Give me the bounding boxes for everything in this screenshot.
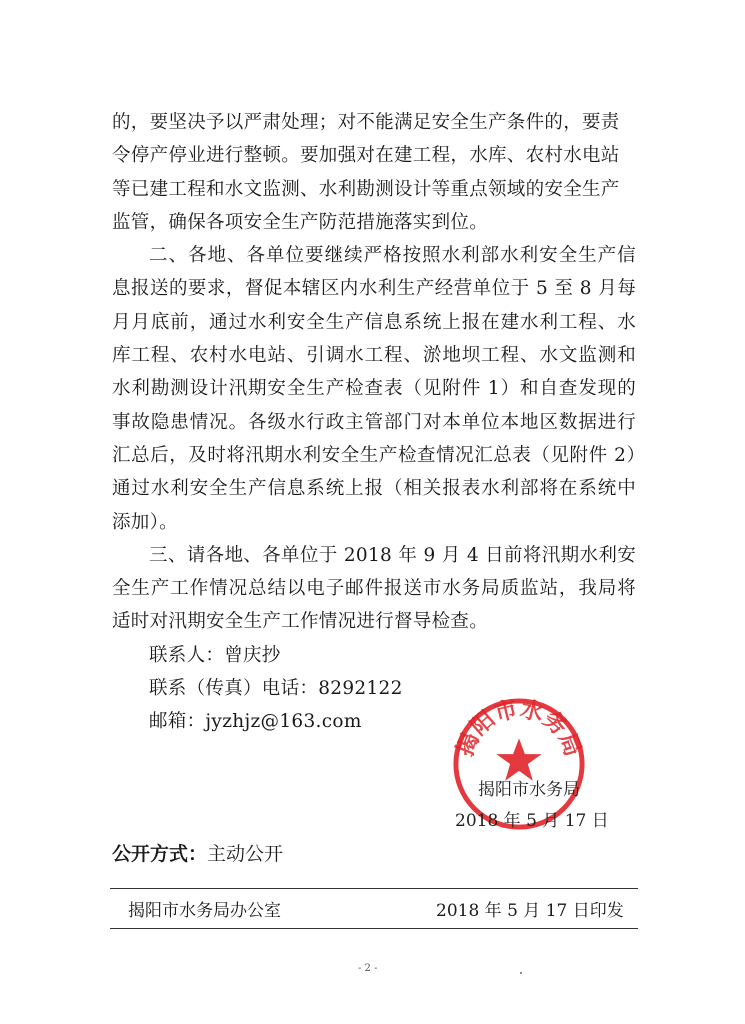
scan-speck xyxy=(520,972,522,974)
footer-issue-date: 2018 年 5 月 17 日印发 xyxy=(436,901,624,921)
footer-rule-bottom xyxy=(110,928,638,929)
disclosure-value: 主动公开 xyxy=(207,843,284,865)
body-line: 的，要坚决予以严肃处理；对不能满足安全生产条件的，要责 xyxy=(112,112,620,133)
contact-phone: 联系（传真）电话：8292122 xyxy=(149,678,403,700)
page-number: - 2 - xyxy=(358,963,378,974)
signature-org: 揭阳市水务局 xyxy=(478,780,580,800)
footer-issuer: 揭阳市水务局办公室 xyxy=(128,901,281,921)
signature-date: 2018 年 5 月 17 日 xyxy=(455,811,609,831)
body-line: 令停产停业进行整顿。要加强对在建工程，水库、农村水电站 xyxy=(112,145,620,167)
contact-email: 邮箱：jyzhjz@163.com xyxy=(149,711,362,733)
body-line: 监管，确保各项安全生产防范措施落实到位。 xyxy=(112,211,489,233)
footer-rule-top xyxy=(110,888,638,889)
body-line: 等已建工程和水文监测、水利勘测设计等重点领域的安全生产 xyxy=(112,178,620,200)
paragraph-2: 二、各地、各单位要继续严格按照水利部水利安全生产信息报送的要求，督促本辖区内水利生产经营单位于 5 至 8 月每月月底前，通过水利安全生产信息系统上报在建水利工程、水库工程、农村水电站、引调水工程、淤地坝工程、水文监测和水利勘测设计汛期安全生产检查表（见附件 1）和自查发现的事故隐患情况。各级水行政主管部门对本单位本地区数据进行汇总后，及时将汛期水利安全生产检查情况汇总表（见附件 2）通过水利安全生产信息系统上报（相关报表水利部将在系统中添加）。 xyxy=(112,245,636,533)
body-text xyxy=(112,106,636,739)
contact-person: 联系人：曾庆抄 xyxy=(149,644,281,666)
disclosure-line xyxy=(112,839,283,866)
disclosure-label: 公开方式： xyxy=(112,843,208,865)
svg-text:揭阳市水务局: 揭阳市水务局 xyxy=(452,696,586,760)
paragraph-3: 三、请各地、各单位于 2018 年 9 月 4 日前将汛期水利安全生产工作情况总结以电子邮件报送市水务局质监站，我局将适时对汛期安全生产工作情况进行督导检查。 xyxy=(112,544,636,633)
